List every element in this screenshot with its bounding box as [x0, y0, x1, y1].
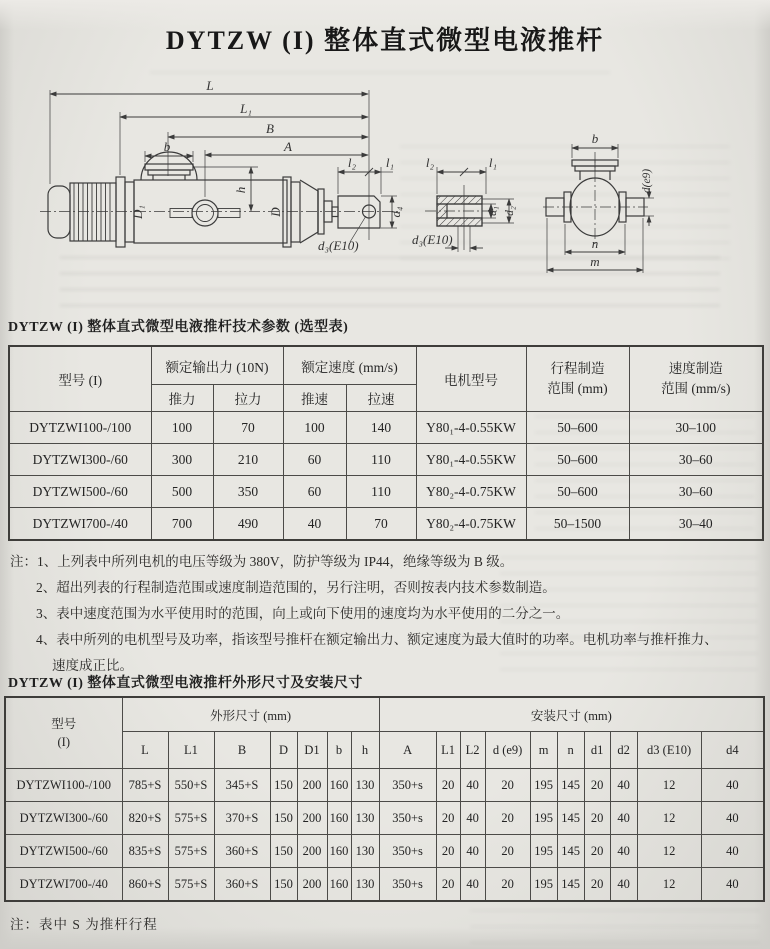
cell-L2: 40 — [460, 802, 485, 835]
cell-L: 835+S — [122, 835, 168, 868]
cell-motor: Y80₁-4-0.55KW — [416, 412, 526, 444]
cell-L1-install: 20 — [436, 868, 460, 902]
cell-d2: 40 — [610, 868, 637, 902]
dimensions-section-title: DYTZW (I) 整体直式微型电液推杆外形尺寸及安装尺寸 — [8, 676, 363, 691]
cell-d3-E10: 12 — [637, 802, 701, 835]
cell-B: 360+S — [214, 835, 270, 868]
cell-L1: 575+S — [168, 868, 214, 902]
cell-A: 350+s — [379, 835, 436, 868]
cell-h: 130 — [351, 835, 379, 868]
tech-params-section-title: DYTZW (I) 整体直式微型电液推杆技术参数 (选型表) — [8, 320, 349, 335]
dim-col-header: D — [270, 732, 297, 769]
cell-D: 150 — [270, 769, 297, 802]
table-header-row — [9, 346, 763, 385]
cell-D: 150 — [270, 868, 297, 902]
cell-L1-install: 20 — [436, 769, 460, 802]
speed-range-line1: 速度制造 — [668, 361, 723, 377]
col-header-push-force: 推力 — [151, 385, 213, 412]
cell-A: 350+s — [379, 868, 436, 902]
model-header-line2: (I) — [57, 735, 70, 749]
cell-pull-speed: 110 — [346, 444, 416, 476]
table-row — [9, 476, 763, 508]
dim-label-L: L — [206, 78, 214, 93]
dim-col-header: d4 — [701, 732, 764, 769]
col-header-model — [5, 697, 122, 769]
table-row — [5, 868, 764, 902]
note-line: 4、表中所列的电机型号及功率，指该型号推杆在额定输出力、额定速度为最大值时的功率。电机功率与推杆推力、 — [36, 632, 718, 647]
cell-d3-E10: 12 — [637, 769, 701, 802]
cell-b: 160 — [327, 769, 351, 802]
cell-d4: 40 — [701, 868, 764, 902]
cell-d1: 20 — [584, 868, 610, 902]
cell-speed-range: 30–60 — [629, 444, 763, 476]
cell-L: 860+S — [122, 868, 168, 902]
col-header-pull-force: 拉力 — [213, 385, 283, 412]
cell-m: 195 — [530, 802, 557, 835]
cell-m: 195 — [530, 769, 557, 802]
dim-col-header: d3 (E10) — [637, 732, 701, 769]
cell-L2: 40 — [460, 835, 485, 868]
col-header-model: 型号 (I) — [9, 346, 151, 412]
cell-m: 195 — [530, 868, 557, 902]
cell-L: 820+S — [122, 802, 168, 835]
note-line: 注：1、上列表中所列电机的电压等级为 380V，防护等级为 IP44，绝缘等级为 B 级。 — [10, 554, 514, 569]
cell-model: DYTZWI300-/60 — [9, 444, 151, 476]
dim-col-header: L1 — [168, 732, 214, 769]
dim-label-l1-section: l₁ — [488, 155, 498, 170]
cell-b: 160 — [327, 802, 351, 835]
cell-push-speed: 100 — [283, 412, 346, 444]
cell-d2: 40 — [610, 802, 637, 835]
tech-params-table — [8, 345, 764, 541]
cell-L2: 40 — [460, 769, 485, 802]
cell-pull-speed: 70 — [346, 508, 416, 541]
cell-pull-force: 70 — [213, 412, 283, 444]
cell-push-force: 700 — [151, 508, 213, 541]
cell-d1: 20 — [584, 769, 610, 802]
dim-label-b-endview: b — [591, 131, 599, 146]
dim-label-D: D — [268, 207, 283, 217]
cell-speed-range: 30–40 — [629, 508, 763, 541]
cell-A: 350+s — [379, 802, 436, 835]
cell-L1: 550+S — [168, 769, 214, 802]
dim-label-d3-section: d₃(E10) — [412, 232, 453, 247]
stroke-footnote: 注：表中 S 为推杆行程 — [10, 917, 158, 932]
assembly-view — [40, 90, 398, 247]
dim-label-A: A — [284, 139, 292, 154]
cell-model: DYTZWI100-/100 — [9, 412, 151, 444]
cell-pull-speed: 110 — [346, 476, 416, 508]
dim-label-m: m — [590, 254, 600, 269]
cell-push-force: 500 — [151, 476, 213, 508]
cell-motor: Y80₁-4-0.55KW — [416, 444, 526, 476]
cell-D1: 200 — [297, 868, 327, 902]
cell-h: 130 — [351, 868, 379, 902]
stroke-range-line1: 行程制造 — [550, 361, 605, 377]
dim-label-de9: d(e9) — [641, 168, 653, 194]
cell-d4: 40 — [701, 769, 764, 802]
cell-n: 145 — [557, 835, 584, 868]
cell-model: DYTZWI700-/40 — [5, 868, 122, 902]
dim-label-b: b — [163, 139, 171, 154]
table-row — [5, 769, 764, 802]
cell-model: DYTZWI100-/100 — [5, 769, 122, 802]
cell-D: 150 — [270, 802, 297, 835]
dim-label-n: n — [591, 236, 599, 251]
cell-d3-E10: 12 — [637, 835, 701, 868]
col-group-outline-dims: 外形尺寸 (mm) — [122, 697, 379, 732]
cell-h: 130 — [351, 802, 379, 835]
dim-col-header: B — [214, 732, 270, 769]
col-group-rated-speed: 额定速度 (mm/s) — [283, 346, 416, 385]
cell-n: 145 — [557, 769, 584, 802]
cell-b: 160 — [327, 868, 351, 902]
cell-push-force: 300 — [151, 444, 213, 476]
dim-col-header: L2 — [460, 732, 485, 769]
col-header-speed-range — [629, 346, 763, 412]
technical-drawing — [0, 60, 770, 320]
table-row — [5, 802, 764, 835]
cell-d3-E10: 12 — [637, 868, 701, 902]
dim-col-header: h — [351, 732, 379, 769]
cell-d-e9: 20 — [485, 769, 530, 802]
cell-d-e9: 20 — [485, 868, 530, 902]
cell-motor: Y80₂-4-0.75KW — [416, 476, 526, 508]
cell-pull-force: 490 — [213, 508, 283, 541]
table-row — [9, 412, 763, 444]
dim-label-d3: d₃(E10) — [318, 238, 359, 253]
cell-d2: 40 — [610, 835, 637, 868]
col-header-motor: 电机型号 — [416, 346, 526, 412]
dim-col-header: d (e9) — [485, 732, 530, 769]
cell-model: DYTZWI500-/60 — [9, 476, 151, 508]
table-row — [9, 508, 763, 541]
cell-pull-force: 350 — [213, 476, 283, 508]
cell-push-speed: 60 — [283, 476, 346, 508]
cell-d-e9: 20 — [485, 835, 530, 868]
cell-D: 150 — [270, 835, 297, 868]
cell-pull-force: 210 — [213, 444, 283, 476]
table-row — [9, 444, 763, 476]
cell-L1-install: 20 — [436, 802, 460, 835]
dim-label-D1: D₁ — [130, 205, 145, 219]
cell-push-force: 100 — [151, 412, 213, 444]
cell-d-e9: 20 — [485, 802, 530, 835]
cell-B: 370+S — [214, 802, 270, 835]
dim-col-header: n — [557, 732, 584, 769]
dim-label-l1: l₁ — [385, 155, 395, 170]
cell-B: 360+S — [214, 868, 270, 902]
col-group-rated-output: 额定输出力 (10N) — [151, 346, 283, 385]
col-group-install-dims: 安装尺寸 (mm) — [379, 697, 764, 732]
cell-D1: 200 — [297, 769, 327, 802]
dim-col-header: L1 — [436, 732, 460, 769]
dim-col-header: d1 — [584, 732, 610, 769]
cell-A: 350+s — [379, 769, 436, 802]
cell-b: 160 — [327, 835, 351, 868]
cell-stroke-range: 50–600 — [526, 476, 629, 508]
dim-label-d2: d₂ — [504, 206, 516, 216]
speed-range-line2: 范围 (mm/s) — [661, 381, 731, 396]
dim-col-header: A — [379, 732, 436, 769]
cell-speed-range: 30–60 — [629, 476, 763, 508]
dim-col-header: d2 — [610, 732, 637, 769]
cell-D1: 200 — [297, 835, 327, 868]
dim-col-header: b — [327, 732, 351, 769]
cell-push-speed: 40 — [283, 508, 346, 541]
cell-n: 145 — [557, 868, 584, 902]
cell-L1: 575+S — [168, 835, 214, 868]
dim-label-d1: d₁ — [487, 206, 499, 216]
note-line: 3、表中速度范围为水平使用时的范围，向上或向下使用的速度均为水平使用的二分之一。 — [36, 606, 570, 621]
note-line: 速度成正比。 — [52, 658, 133, 673]
cell-B: 345+S — [214, 769, 270, 802]
cell-d2: 40 — [610, 769, 637, 802]
dim-col-header: m — [530, 732, 557, 769]
cell-motor: Y80₂-4-0.75KW — [416, 508, 526, 541]
cell-model: DYTZWI700-/40 — [9, 508, 151, 541]
cell-h: 130 — [351, 769, 379, 802]
cell-d4: 40 — [701, 835, 764, 868]
cell-d4: 40 — [701, 802, 764, 835]
notes-block — [10, 549, 760, 679]
dim-label-B: B — [266, 121, 274, 136]
cell-n: 145 — [557, 802, 584, 835]
dim-label-l2-section: l₂ — [425, 155, 435, 170]
cell-D1: 200 — [297, 802, 327, 835]
cell-speed-range: 30–100 — [629, 412, 763, 444]
cell-m: 195 — [530, 835, 557, 868]
col-header-push-speed: 推速 — [283, 385, 346, 412]
cell-L1-install: 20 — [436, 835, 460, 868]
cell-model: DYTZWI500-/60 — [5, 835, 122, 868]
dim-label-L1: L₁ — [240, 101, 252, 116]
table-row — [5, 835, 764, 868]
dim-label-d4: d₄ — [388, 206, 403, 218]
cell-L2: 40 — [460, 868, 485, 902]
table-header-row — [5, 697, 764, 732]
model-header-line1: 型号 — [51, 716, 77, 731]
note-line: 2、超出列表的行程制造范围或速度制造范围的，另行注明，否则按表内技术参数制造。 — [36, 580, 556, 595]
cell-model: DYTZWI300-/60 — [5, 802, 122, 835]
cell-d1: 20 — [584, 802, 610, 835]
dim-label-h: h — [233, 186, 248, 194]
col-header-stroke-range — [526, 346, 629, 412]
cell-d1: 20 — [584, 835, 610, 868]
cell-push-speed: 60 — [283, 444, 346, 476]
dim-col-header: D1 — [297, 732, 327, 769]
page-title: DYTZW (I) 整体直式微型电液推杆 — [165, 26, 605, 55]
cell-L: 785+S — [122, 769, 168, 802]
cell-stroke-range: 50–600 — [526, 444, 629, 476]
cell-stroke-range: 50–600 — [526, 412, 629, 444]
col-header-pull-speed: 拉速 — [346, 385, 416, 412]
cell-stroke-range: 50–1500 — [526, 508, 629, 541]
dim-label-l2: l₂ — [347, 155, 357, 170]
dim-col-header: L — [122, 732, 168, 769]
dimensions-table — [4, 696, 765, 902]
stroke-range-line2: 范围 (mm) — [547, 381, 608, 396]
cell-pull-speed: 140 — [346, 412, 416, 444]
cell-L1: 575+S — [168, 802, 214, 835]
